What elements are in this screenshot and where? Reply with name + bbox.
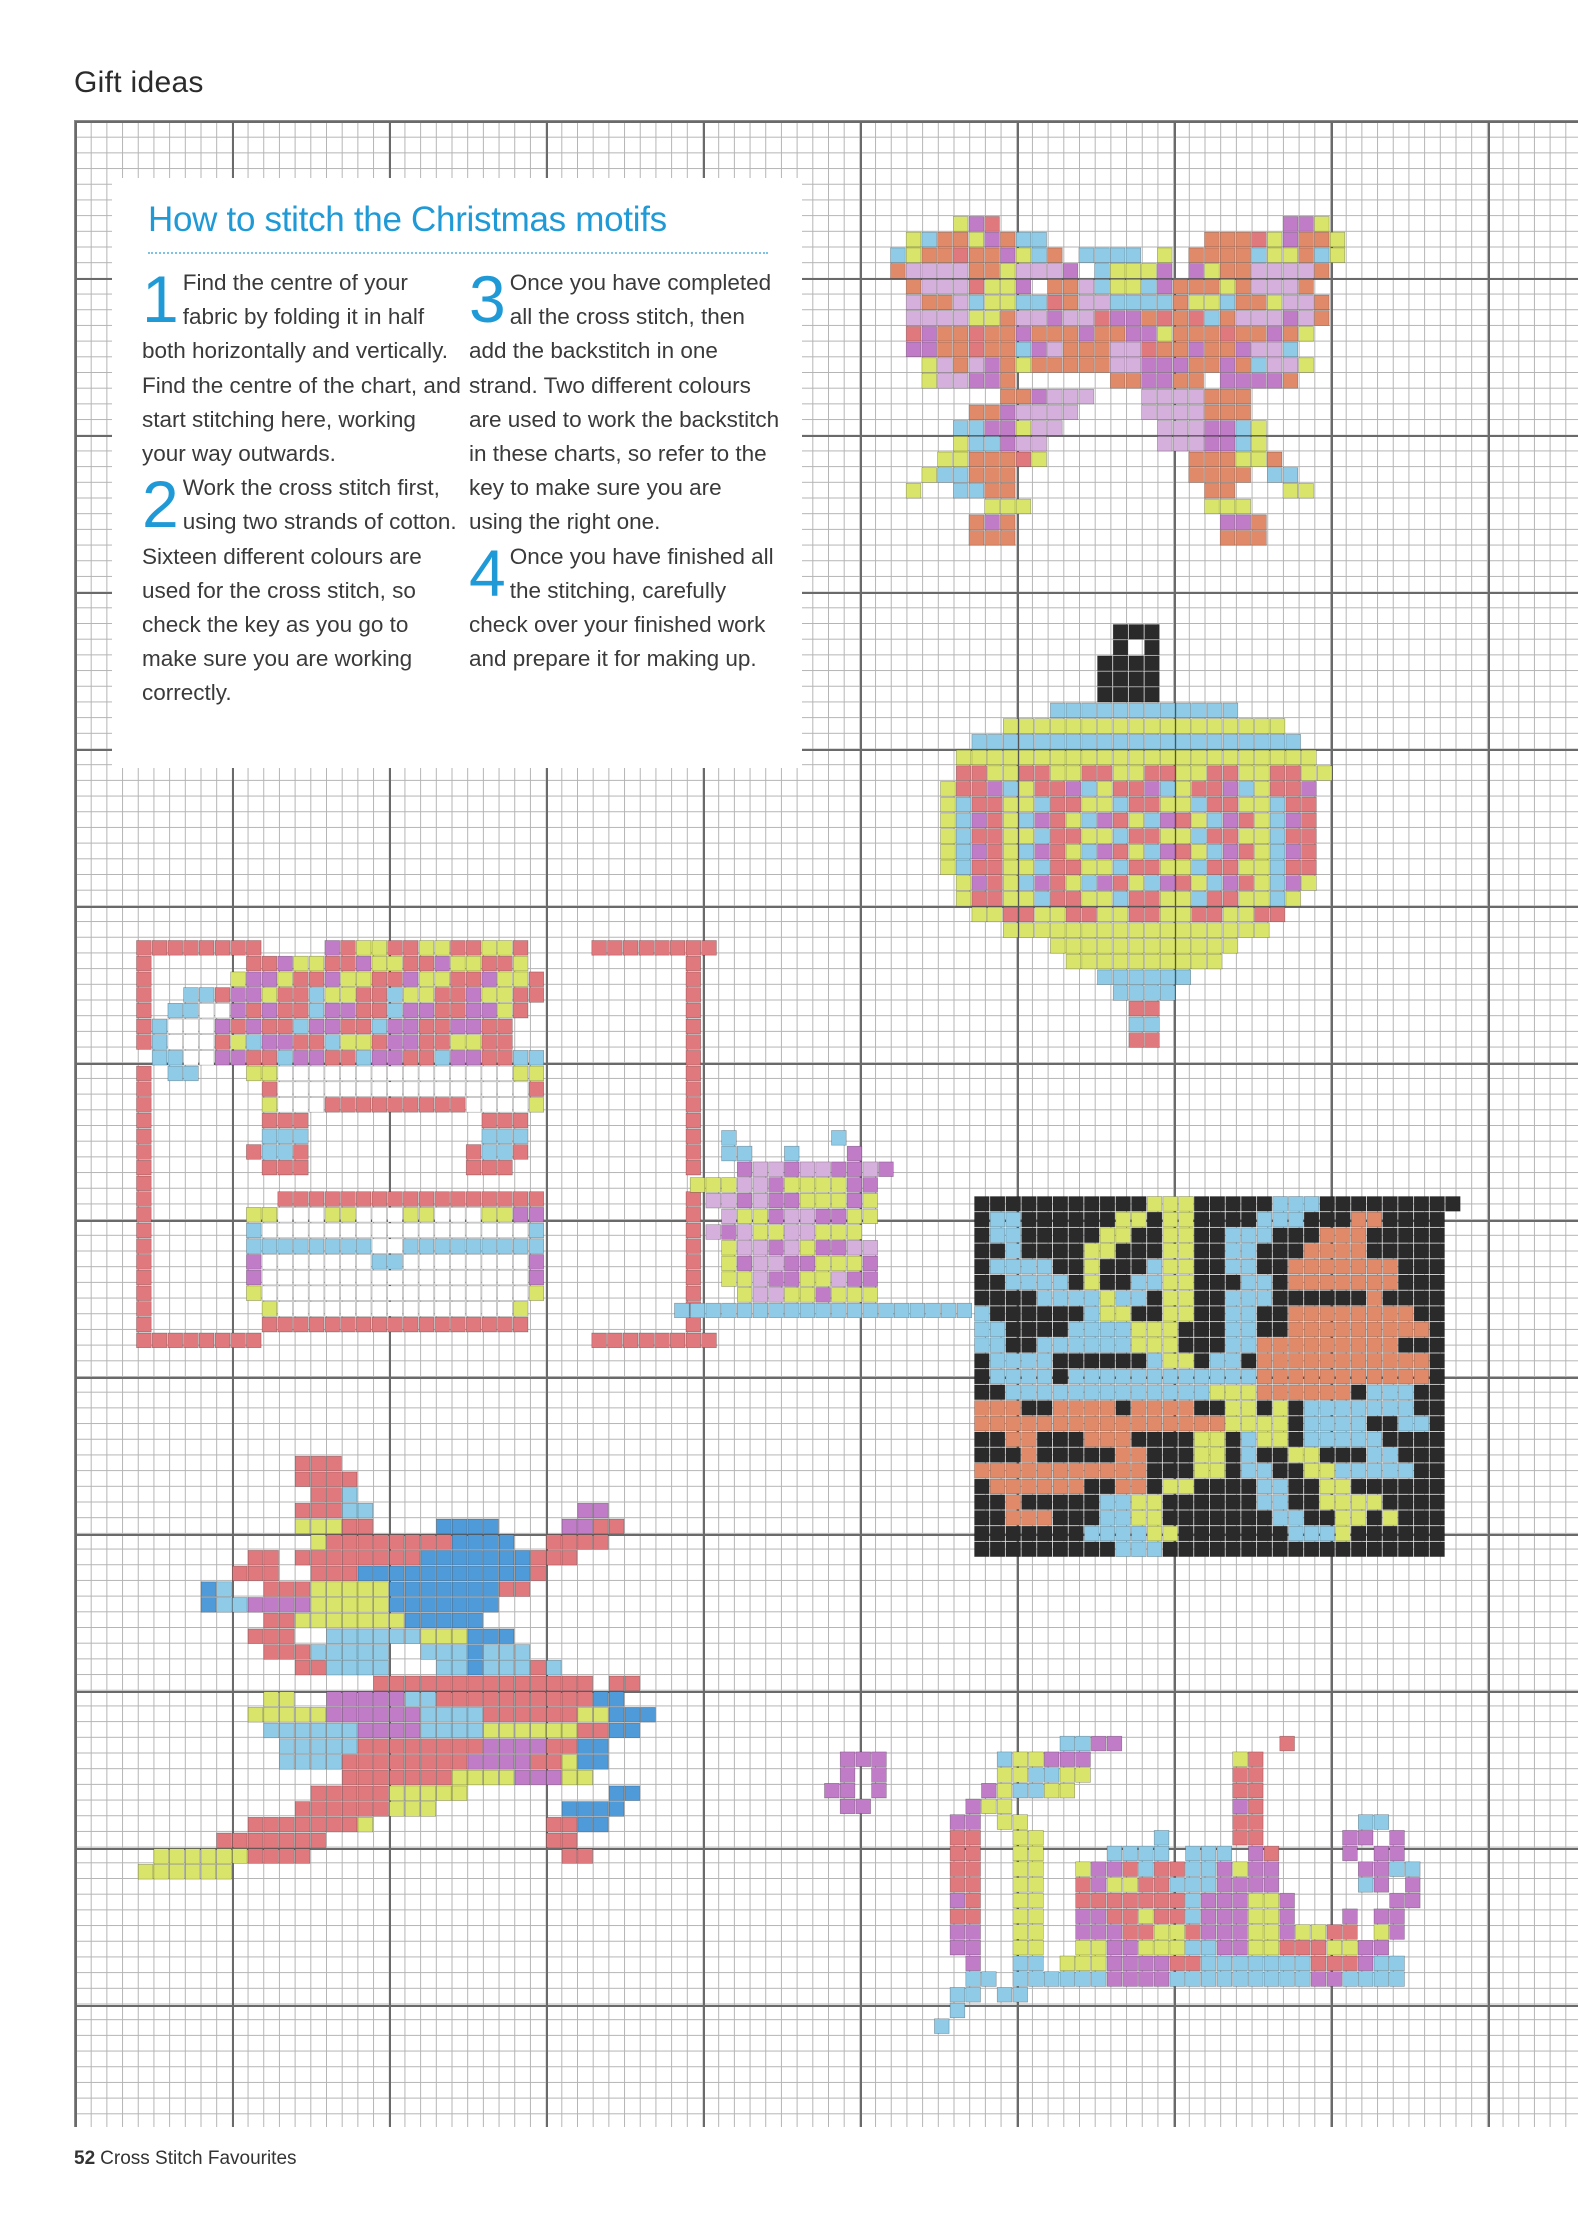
publication-name: Cross Stitch Favourites xyxy=(100,2148,297,2169)
bow-motif xyxy=(890,216,1345,546)
step-2 xyxy=(142,467,462,710)
present-motif xyxy=(674,1130,972,1318)
step-number: 4 xyxy=(469,535,506,610)
step-text: Once you have finished all the stitching, carefully check over your finished work and prepare it for making up. xyxy=(469,543,774,672)
reindeer-motif xyxy=(122,1440,766,1880)
noel-text-motif xyxy=(824,1720,1452,2034)
instructions-panel xyxy=(112,178,802,768)
step-number: 2 xyxy=(142,467,179,542)
section-label: Gift ideas xyxy=(74,66,204,99)
page-footer xyxy=(74,2148,297,2170)
step-1 xyxy=(142,262,462,471)
step-4 xyxy=(469,535,781,677)
instructions-title: How to stitch the Christmas motifs xyxy=(148,200,667,239)
instructions-column-right xyxy=(469,262,781,676)
step-text: Find the centre of your fabric by folding it in half both horizontally and vertically. Find the centre of the chart, and start stitching here, working your way outwards. xyxy=(142,270,461,467)
bauble-motif xyxy=(940,624,1333,1048)
step-number: 3 xyxy=(469,262,506,336)
step-text: Work the cross stitch first, using two strands of cotton. Sixteen different colours are used for the cross stitch, so check the key as you go to make sure you are working correctly. xyxy=(142,475,457,706)
bauble-cells xyxy=(940,624,1333,1048)
title-divider xyxy=(148,252,768,254)
present-cells xyxy=(674,1130,972,1318)
reindeer-cells xyxy=(122,1440,766,1880)
instructions-column-left xyxy=(142,262,462,711)
step-text: Once you have completed all the cross stitch, then add the backstitch in one strand. Two different colours are used to work the backstitch in these charts, so refer to the key to make sure you are using the right one. xyxy=(469,270,780,535)
checkered-cells xyxy=(974,1196,1461,1557)
page-number: 52 xyxy=(74,2148,96,2169)
bow-cells xyxy=(890,216,1345,546)
noel-cells xyxy=(824,1720,1452,2034)
step-3 xyxy=(469,262,781,540)
checkered-gift-motif xyxy=(974,1196,1461,1557)
step-number: 1 xyxy=(142,262,179,336)
